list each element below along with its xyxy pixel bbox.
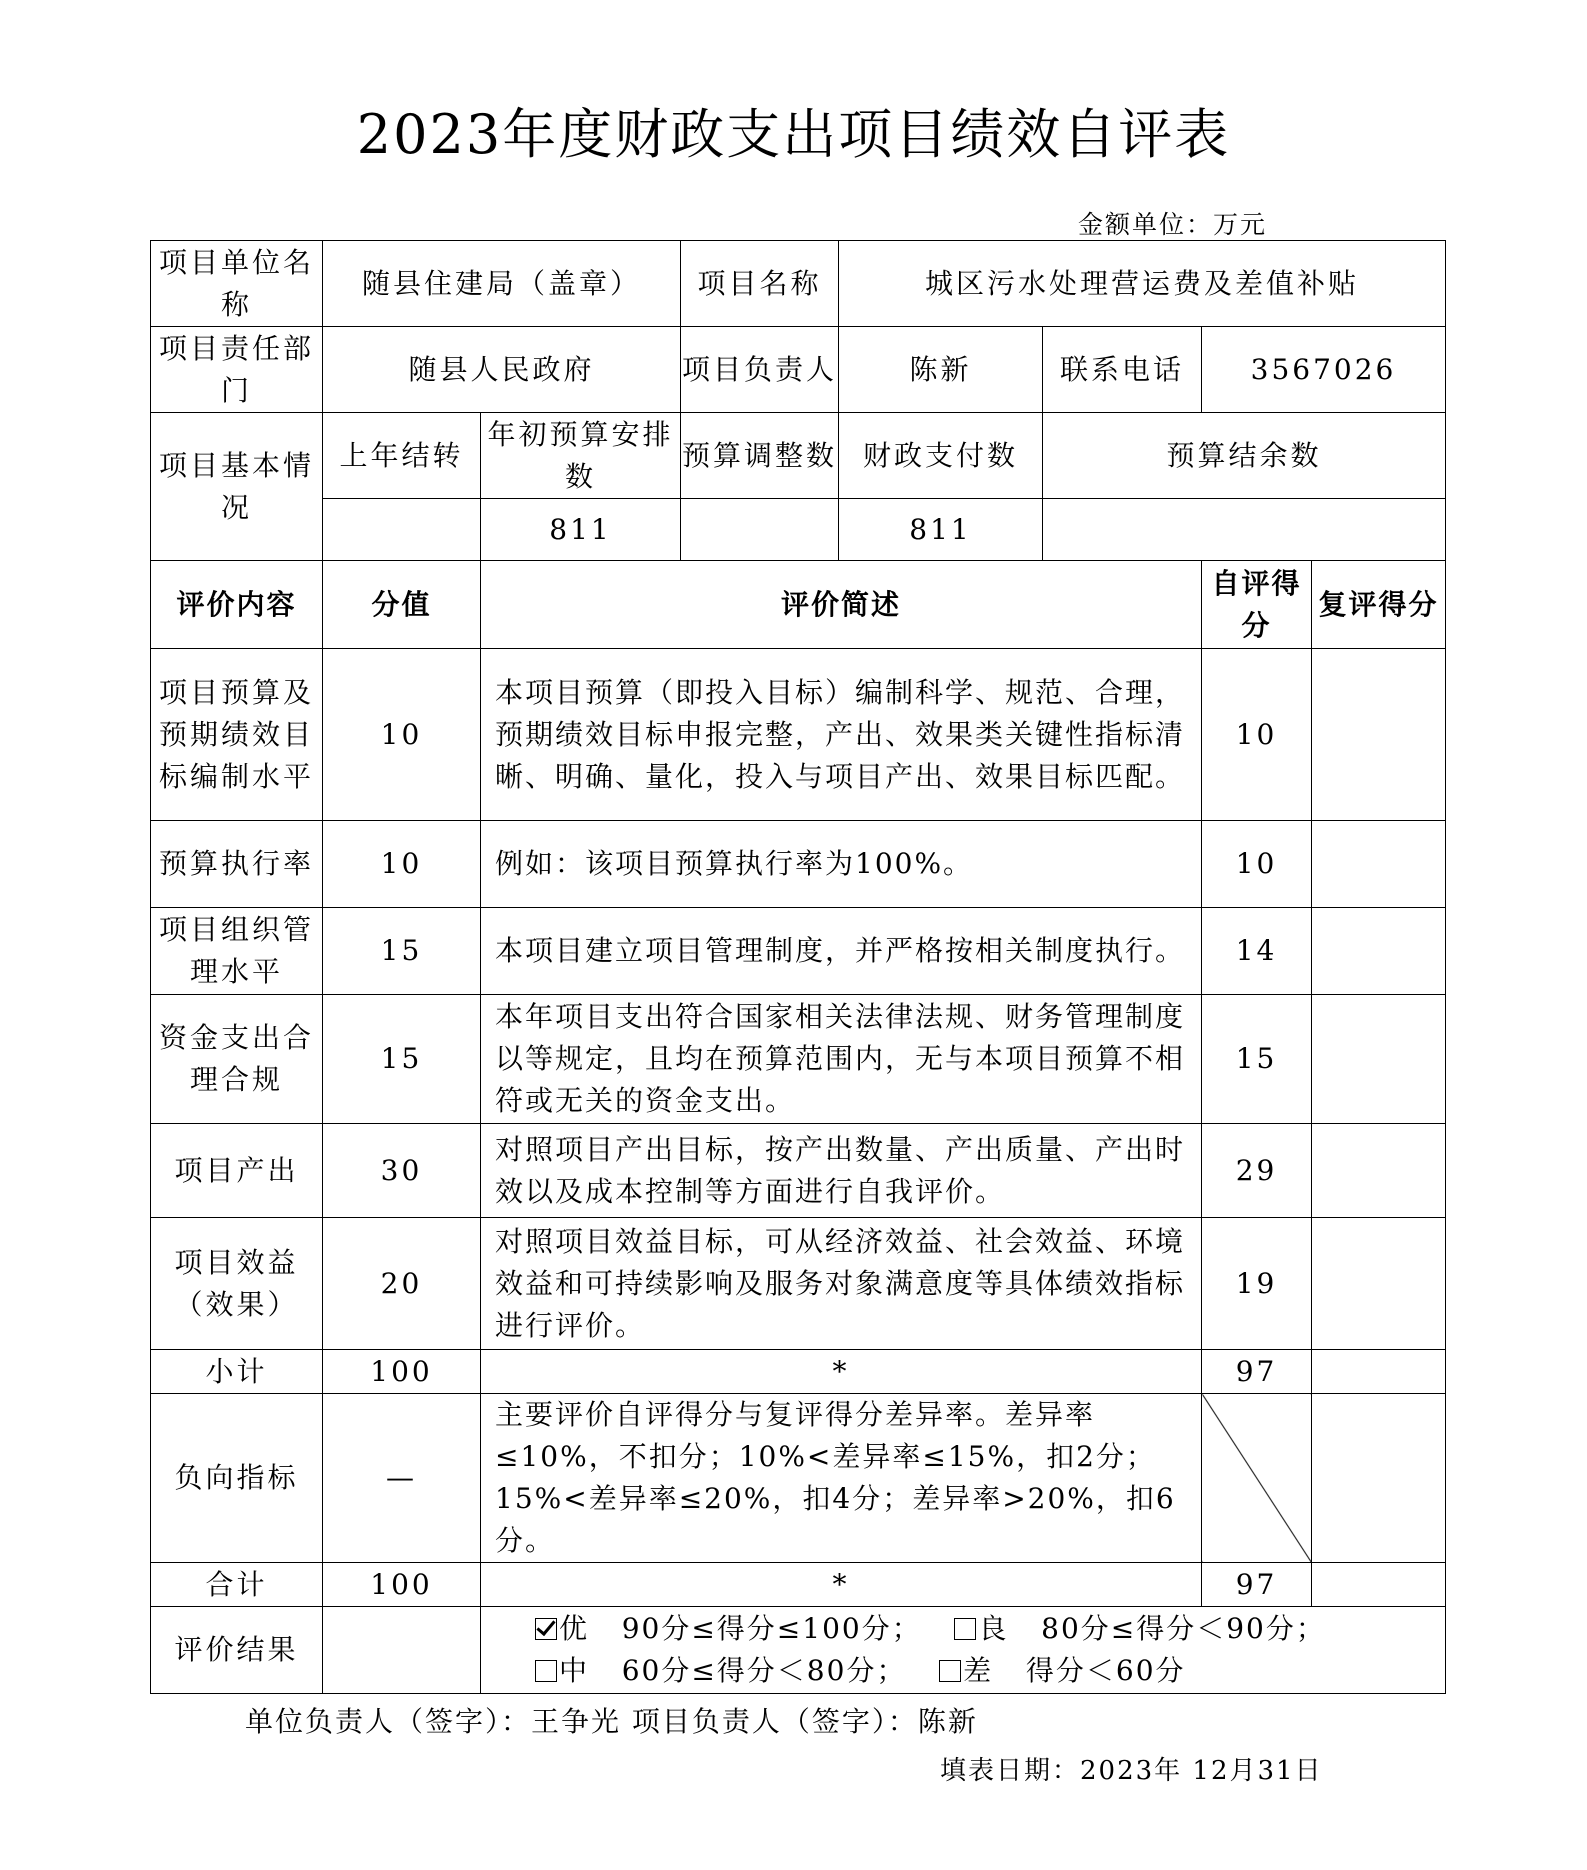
eval-self-score: 14 xyxy=(1202,908,1312,995)
result-label: 评价结果 xyxy=(151,1607,323,1694)
eval-review-score xyxy=(1312,649,1446,821)
eval-content: 项目产出 xyxy=(151,1124,323,1218)
eval-desc: 本项目建立项目管理制度，并严格按相关制度执行。 xyxy=(481,908,1202,995)
phone-value: 3567026 xyxy=(1202,327,1446,413)
basic-label: 项目基本情况 xyxy=(151,413,323,561)
adjust-value xyxy=(681,499,839,561)
project-name-value: 城区污水处理营运费及差值补贴 xyxy=(839,241,1446,327)
paid-label: 财政支付数 xyxy=(839,413,1043,499)
eval-content: 预算执行率 xyxy=(151,821,323,908)
total-desc: * xyxy=(481,1563,1202,1607)
eval-row xyxy=(151,821,1446,908)
subtotal-label: 小计 xyxy=(151,1350,323,1394)
project-name-label: 项目名称 xyxy=(681,241,839,327)
result-option-label: 差 xyxy=(963,1654,994,1687)
eval-content: 项目组织管理水平 xyxy=(151,908,323,995)
negative-self-diagonal xyxy=(1202,1394,1312,1563)
eval-score: 10 xyxy=(323,821,481,908)
eval-row xyxy=(151,1124,1446,1218)
paid-value: 811 xyxy=(839,499,1043,561)
eval-desc: 例如：该项目预算执行率为100%。 xyxy=(481,821,1202,908)
unit-name-label: 项目单位名称 xyxy=(151,241,323,327)
fill-date: 填表日期：2023年 12月31日 xyxy=(940,1756,1323,1786)
result-line xyxy=(481,1650,1445,1692)
dept-value: 随县人民政府 xyxy=(323,327,681,413)
balance-value xyxy=(1043,499,1446,561)
result-row xyxy=(151,1607,1446,1694)
subtotal-desc: * xyxy=(481,1350,1202,1394)
eval-review-score xyxy=(1312,908,1446,995)
header-score: 分值 xyxy=(323,561,481,649)
eval-content: 项目预算及预期绩效目标编制水平 xyxy=(151,649,323,821)
evaluation-table xyxy=(150,240,1446,1694)
dept-label: 项目责任部门 xyxy=(151,327,323,413)
result-line xyxy=(481,1608,1445,1650)
result-option-range: 80分≤得分＜90分； xyxy=(1041,1612,1326,1645)
eval-row xyxy=(151,1218,1446,1350)
negative-label: 负向指标 xyxy=(151,1394,323,1563)
result-options xyxy=(481,1607,1446,1694)
budget-value: 811 xyxy=(481,499,681,561)
eval-content: 项目效益（效果） xyxy=(151,1218,323,1350)
signatures: 单位负责人（签字）：王争光 项目负责人（签字）：陈新 xyxy=(245,1705,978,1738)
negative-row xyxy=(151,1394,1446,1563)
info-row-dept xyxy=(151,327,1446,413)
total-review-score xyxy=(1312,1563,1446,1607)
leader-value: 陈新 xyxy=(839,327,1043,413)
carry-label: 上年结转 xyxy=(323,413,481,499)
eval-review-score xyxy=(1312,821,1446,908)
negative-desc: 主要评价自评得分与复评得分差异率。差异率≤10%，不扣分；10%<差异率≤15%，扣2分；15%<差异率≤20%，扣4分；差异率>20%，扣6分。 xyxy=(481,1394,1202,1563)
total-row xyxy=(151,1563,1446,1607)
basic-value-row xyxy=(151,499,1446,561)
total-label: 合计 xyxy=(151,1563,323,1607)
result-option-range: 90分≤得分≤100分； xyxy=(621,1612,922,1645)
eval-score: 20 xyxy=(323,1218,481,1350)
checkbox-icon[interactable] xyxy=(535,1660,557,1682)
leader-label: 项目负责人 xyxy=(681,327,839,413)
eval-row xyxy=(151,995,1446,1124)
eval-review-score xyxy=(1312,1124,1446,1218)
budget-label: 年初预算安排数 xyxy=(481,413,681,499)
eval-desc: 对照项目效益目标，可从经济效益、社会效益、环境效益和可持续影响及服务对象满意度等具体绩效指标进行评价。 xyxy=(481,1218,1202,1350)
negative-score: — xyxy=(323,1394,481,1563)
eval-score: 10 xyxy=(323,649,481,821)
result-option-label: 中 xyxy=(559,1654,590,1687)
header-review-score: 复评得分 xyxy=(1312,561,1446,649)
info-row-unit xyxy=(151,241,1446,327)
eval-desc: 本项目预算（即投入目标）编制科学、规范、合理，预期绩效目标申报完整，产出、效果类关键性指标清晰、明确、量化，投入与项目产出、效果目标匹配。 xyxy=(481,649,1202,821)
total-self-score: 97 xyxy=(1202,1563,1312,1607)
eval-row xyxy=(151,908,1446,995)
total-score: 100 xyxy=(323,1563,481,1607)
subtotal-self-score: 97 xyxy=(1202,1350,1312,1394)
eval-self-score: 29 xyxy=(1202,1124,1312,1218)
eval-score: 15 xyxy=(323,908,481,995)
checkbox-icon[interactable] xyxy=(954,1618,976,1640)
negative-review-score xyxy=(1312,1394,1446,1563)
header-self-score: 自评得分 xyxy=(1202,561,1312,649)
subtotal-row xyxy=(151,1350,1446,1394)
eval-self-score: 10 xyxy=(1202,649,1312,821)
result-option-range: 60分≤得分＜80分； xyxy=(621,1654,907,1687)
eval-self-score: 10 xyxy=(1202,821,1312,908)
phone-label: 联系电话 xyxy=(1043,327,1202,413)
eval-review-score xyxy=(1312,995,1446,1124)
eval-desc: 对照项目产出目标，按产出数量、产出质量、产出时效以及成本控制等方面进行自我评价。 xyxy=(481,1124,1202,1218)
result-option-label: 良 xyxy=(978,1612,1009,1645)
header-desc: 评价简述 xyxy=(481,561,1202,649)
result-option-range: 得分＜60分 xyxy=(1025,1654,1186,1687)
unit-name-value: 随县住建局（盖章） xyxy=(323,241,681,327)
eval-self-score: 15 xyxy=(1202,995,1312,1124)
header-content: 评价内容 xyxy=(151,561,323,649)
checkbox-checked-icon[interactable] xyxy=(535,1618,557,1640)
carry-value xyxy=(323,499,481,561)
amount-unit: 金额单位：万元 xyxy=(1078,210,1268,239)
result-empty xyxy=(323,1607,481,1694)
basic-header-row xyxy=(151,413,1446,499)
eval-header-row xyxy=(151,561,1446,649)
eval-self-score: 19 xyxy=(1202,1218,1312,1350)
eval-row xyxy=(151,649,1446,821)
eval-score: 15 xyxy=(323,995,481,1124)
subtotal-review-score xyxy=(1312,1350,1446,1394)
checkbox-icon[interactable] xyxy=(939,1660,961,1682)
eval-content: 资金支出合理合规 xyxy=(151,995,323,1124)
eval-review-score xyxy=(1312,1218,1446,1350)
subtotal-score: 100 xyxy=(323,1350,481,1394)
balance-label: 预算结余数 xyxy=(1043,413,1446,499)
page-title: 2023年度财政支出项目绩效自评表 xyxy=(356,103,1231,166)
result-option-label: 优 xyxy=(559,1612,590,1645)
eval-desc: 本年项目支出符合国家相关法律法规、财务管理制度以等规定，且均在预算范围内，无与本项目预算不相符或无关的资金支出。 xyxy=(481,995,1202,1124)
adjust-label: 预算调整数 xyxy=(681,413,839,499)
eval-score: 30 xyxy=(323,1124,481,1218)
